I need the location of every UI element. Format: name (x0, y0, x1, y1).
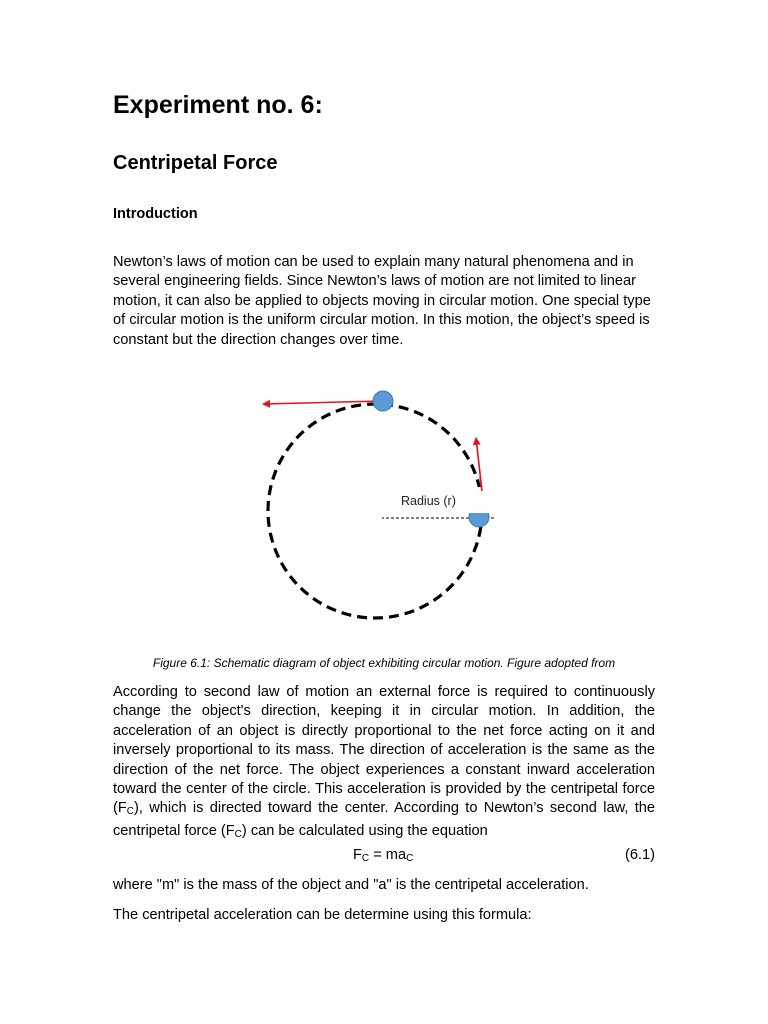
page-title: Experiment no. 6: (113, 91, 323, 119)
subscript-c: C (126, 806, 135, 818)
equation-lhs-subscript: C (361, 853, 370, 864)
second-law-paragraph (113, 683, 655, 844)
variables-paragraph: where "m" is the mass of the object and "a" is the centripetal acceleration. (113, 877, 589, 893)
equation-body (353, 847, 413, 864)
label-box-overlap (467, 487, 491, 513)
intro-paragraph: Newton’s laws of motion can be used to explain many natural phenomena and in several engineering fields. Since Newton’s laws of motion are not limited to linear motion, it can also be applied to objects moving in circular motion. One special type of circular motion is the uniform circular motion. In this motion, the object’s speed is constant but the direction changes over time. (113, 254, 651, 348)
page-subtitle: Centripetal Force (113, 152, 278, 174)
paragraph-text-2: ), which is directed toward the center. According to Newton’s second law, the centripetal force (F (113, 800, 655, 839)
equation-6-1 (113, 847, 655, 867)
circular-motion-diagram (258, 383, 498, 629)
paragraph-text-3: ) can be calculated using the equation (241, 822, 488, 839)
radius-label: Radius (r) (401, 494, 456, 508)
equation-number: (6.1) (624, 847, 655, 863)
acceleration-paragraph: The centripetal acceleration can be determine using this formula: (113, 907, 532, 923)
equation-rhs-subscript: C (406, 853, 414, 864)
equation-middle: = ma (369, 847, 407, 863)
paragraph-text-1: According to second law of motion an external force is required to continuously change the object's direction, keeping it in circular motion. In addition, the acceleration of an object is directly proportional to the net force acting on it and inversely proportional to its mass. The direction of acceleration is the same as the direction of the net force. The object experiences a constant inward acceleration toward the center of the circle. This acceleration is provided by the centripetal force (F (113, 684, 655, 817)
object-ball-top (373, 391, 393, 411)
figure-caption: Figure 6.1: Schematic diagram of object exhibiting circular motion. Figure adopted from (152, 656, 616, 670)
velocity-arrow-top (263, 401, 382, 404)
equation-lhs: F (353, 847, 362, 863)
subscript-c: C (234, 828, 242, 840)
section-heading: Introduction (113, 206, 198, 222)
circular-motion-figure (258, 383, 498, 629)
